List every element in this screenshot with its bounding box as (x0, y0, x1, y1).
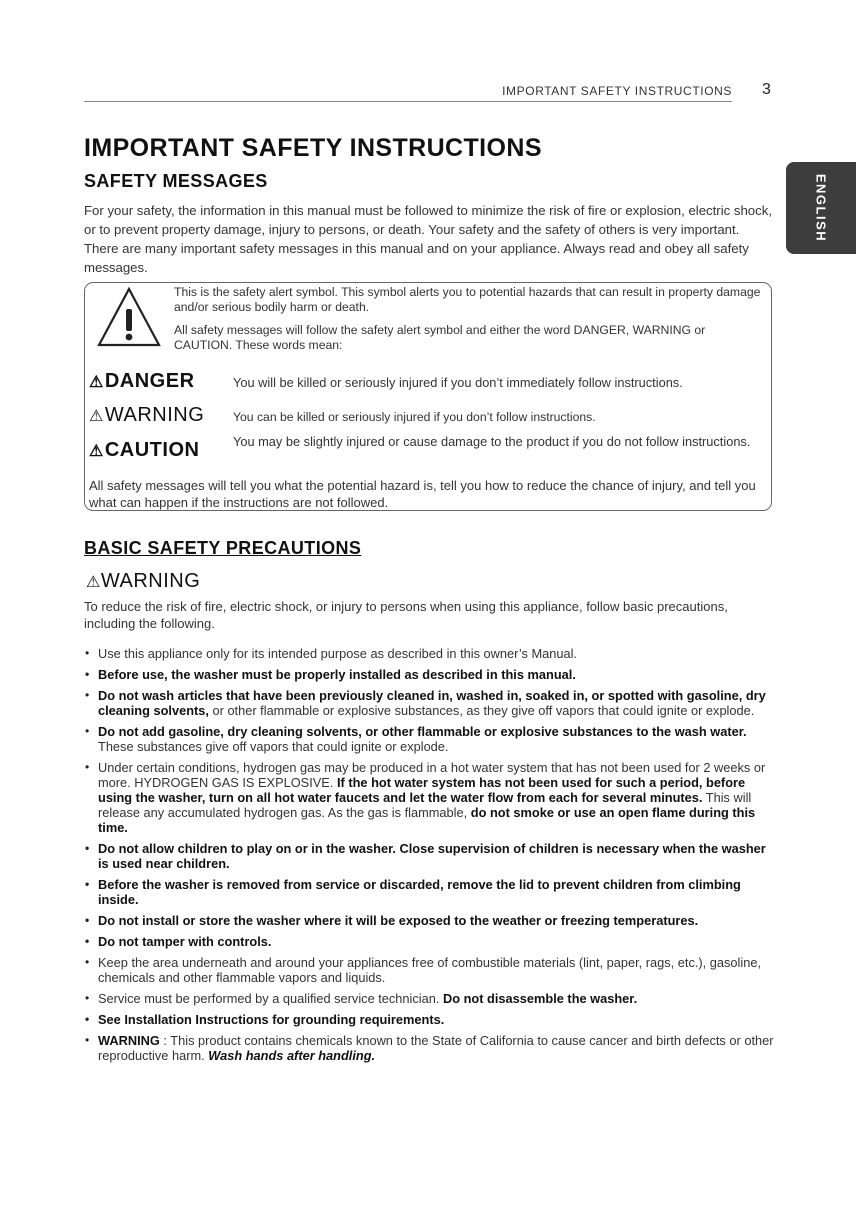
list-item: • WARNING : This product contains chemicals known to the State of California to cause cancer and birth defects or other reproductive harm. Wash hands after handling. (84, 1033, 774, 1063)
safety-alert-icon (95, 285, 163, 349)
language-tab-label: ENGLISH (813, 173, 829, 243)
list-item: • Service must be performed by a qualified service technician. Do not disassemble the washer. (84, 991, 774, 1006)
warning-triangle-icon: ⚠ (89, 443, 104, 460)
alert-symbol-description: This is the safety alert symbol. This symbol alerts you to potential hazards that can result in property damage and/or serious bodily harm or death. (174, 285, 761, 314)
language-tab (786, 162, 856, 254)
list-item: • Do not tamper with controls. (84, 934, 774, 949)
list-item: • Do not add gasoline, dry cleaning solvents, or other flammable or explosive substances to the wash water. These substances give off vapors that could ignite or explode. (84, 724, 774, 754)
list-item: • Under certain conditions, hydrogen gas may be produced in a hot water system that has not been used for 2 weeks or more. HYDROGEN GAS IS EXPLOSIVE. If the hot water system has not been used for such a period, before using the washer, turn on all hot water faucets and let the water flow from each for several minutes. This will release any accumulated hydrogen gas. As the gas is flammable, do not smoke or use an open flame during this time. (84, 760, 774, 835)
list-item: • Do not allow children to play on or in the washer. Close supervision of children is necessary when the washer is used near children. (84, 841, 774, 871)
danger-signal-word: ⚠DANGER (89, 370, 195, 392)
warning-triangle-icon: ⚠ (89, 374, 104, 391)
safety-messages-heading: SAFETY MESSAGES (84, 171, 268, 191)
signal-words-description: All safety messages will follow the safety alert symbol and either the word DANGER, WARNING or CAUTION. These words mean: (174, 323, 706, 352)
list-item: • Before the washer is removed from service or discarded, remove the lid to prevent children from climbing inside. (84, 877, 774, 907)
header-rule (84, 101, 732, 102)
safety-box-footer: All safety messages will tell you what the potential hazard is, tell you how to reduce the chance of injury, and tell you what can happen if the instructions are not followed. (89, 478, 756, 510)
list-item: • Do not wash articles that have been previously cleaned in, washed in, soaked in, or spotted with gasoline, dry cleaning solvents, or other flammable or explosive substances, as they give off vapors that could ignite or explode. (84, 688, 774, 718)
basic-precautions-heading: BASIC SAFETY PRECAUTIONS (84, 538, 362, 558)
warning-meaning: You can be killed or seriously injured if you don’t follow instructions. (233, 410, 596, 424)
list-item: • Before use, the washer must be properly installed as described in this manual. (84, 667, 774, 682)
caution-signal-word: ⚠CAUTION (89, 439, 200, 461)
running-header: IMPORTANT SAFETY INSTRUCTIONS (502, 84, 732, 98)
caution-meaning: You may be slightly injured or cause damage to the product if you do not follow instructions. (233, 434, 751, 449)
precautions-list (84, 646, 774, 1069)
list-item: • See Installation Instructions for grounding requirements. (84, 1012, 774, 1027)
warning-signal-word: ⚠WARNING (89, 404, 205, 426)
safety-symbol-box (84, 282, 772, 511)
warning-triangle-icon: ⚠ (89, 408, 104, 425)
warning-triangle-icon: ⚠ (86, 574, 101, 591)
list-item: • Do not install or store the washer where it will be exposed to the weather or freezing temperatures. (84, 913, 774, 928)
list-item: • Keep the area underneath and around your appliances free of combustible materials (lint, paper, rags, etc.), gasoline, chemicals and other flammable vapors and liquids. (84, 955, 774, 985)
page-title: IMPORTANT SAFETY INSTRUCTIONS (84, 134, 542, 162)
basic-warning-label: ⚠WARNING (86, 570, 201, 592)
danger-meaning: You will be killed or seriously injured if you don’t immediately follow instructions. (233, 375, 683, 390)
page-number: 3 (762, 81, 771, 98)
list-item: • Use this appliance only for its intended purpose as described in this owner’s Manual. (84, 646, 774, 661)
safety-messages-intro: For your safety, the information in this manual must be followed to minimize the risk of fire or explosion, electric shock, or to prevent property damage, injury to persons, or death. Your safety and the safety of others is very important. There are many important safety messages in this manual and on your appliance. Always read and obey all safety messages. (84, 203, 772, 275)
basic-precautions-intro: To reduce the risk of fire, electric shock, or injury to persons when using this appliance, follow basic precautions, including the following. (84, 599, 728, 631)
